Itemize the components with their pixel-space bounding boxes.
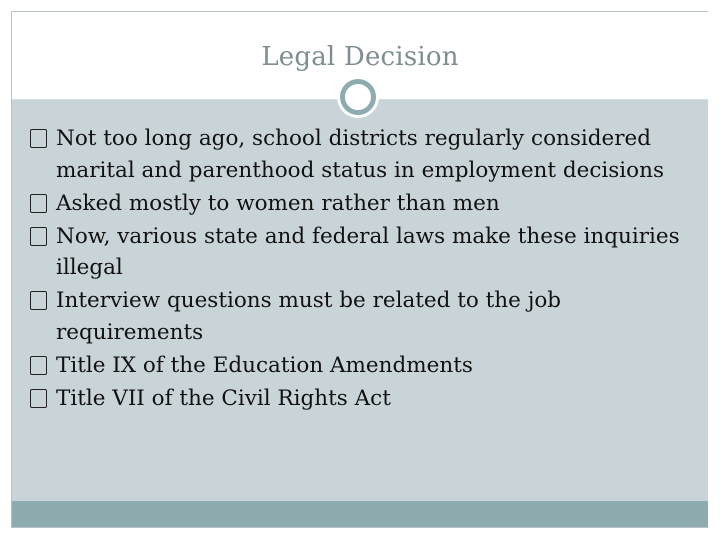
square-bullet-icon: [30, 227, 47, 246]
bullet-text: Now, various state and federal laws make these inquiries illegal: [56, 223, 680, 280]
divider-circle-ornament: [340, 79, 376, 115]
bullet-item: [30, 350, 680, 382]
bullet-text: Asked mostly to women rather than men: [56, 190, 500, 216]
bullet-item: [30, 221, 680, 284]
square-bullet-icon: [30, 389, 47, 408]
bullet-list: [30, 123, 680, 416]
square-bullet-icon: [30, 291, 47, 310]
bullet-item: [30, 188, 680, 220]
bullet-text: Interview questions must be related to the job requirements: [56, 288, 562, 345]
square-bullet-icon: [30, 129, 47, 148]
bullet-item: [30, 123, 680, 186]
bullet-item: [30, 383, 680, 415]
slide-title: Legal Decision: [261, 42, 459, 72]
bullet-item: [30, 285, 680, 348]
bullet-text: Title VII of the Civil Rights Act: [56, 385, 391, 411]
square-bullet-icon: [30, 356, 47, 375]
square-bullet-icon: [30, 194, 47, 213]
bullet-text: Title IX of the Education Amendments: [56, 352, 473, 378]
footer-bar: [12, 501, 708, 527]
bullet-text: Not too long ago, school districts regularly considered marital and parenthood status in employment decisions: [56, 126, 665, 183]
